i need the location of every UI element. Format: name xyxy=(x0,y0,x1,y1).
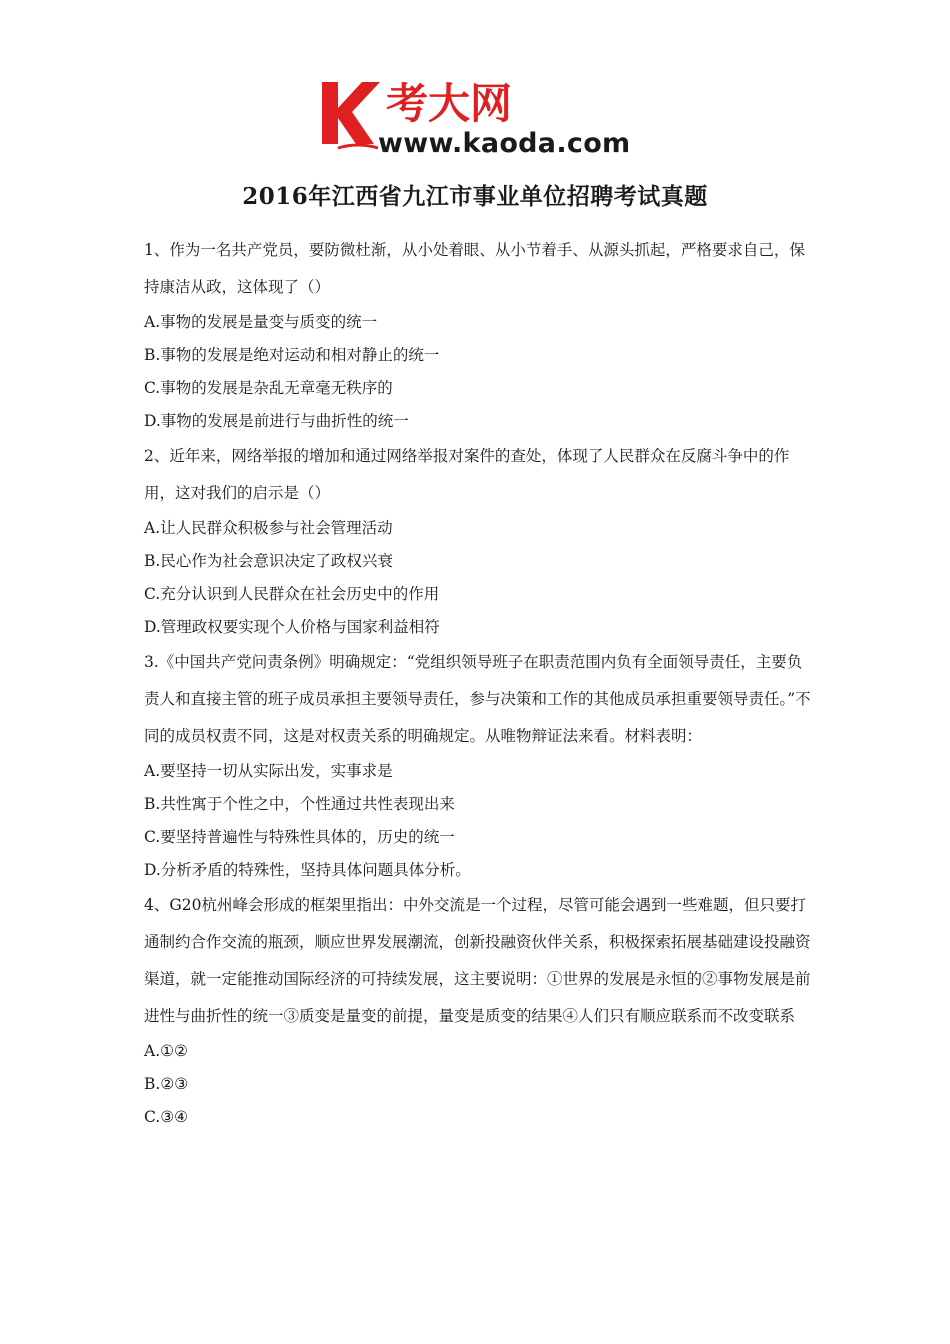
option-b: B.事物的发展是绝对运动和相对静止的统一 xyxy=(144,346,440,364)
question-3 xyxy=(144,644,812,887)
option-b: B.②③ xyxy=(144,1075,189,1093)
question-1 xyxy=(144,232,812,438)
option-a: A.①② xyxy=(144,1042,188,1060)
option-a: A.要坚持一切从实际出发，实事求是 xyxy=(144,762,393,780)
option-a: A.事物的发展是量变与质变的统一 xyxy=(144,313,378,331)
option-c: C.要坚持普遍性与特殊性具体的，历史的统一 xyxy=(144,828,455,846)
option-c: C.事物的发展是杂乱无章毫无秩序的 xyxy=(144,379,393,397)
option-b: B.民心作为社会意识决定了政权兴衰 xyxy=(144,552,393,570)
option-b: B.共性寓于个性之中，个性通过共性表现出来 xyxy=(144,795,455,813)
question-stem: 4、G20杭州峰会形成的框架里指出：中外交流是一个过程，尽管可能会遇到一些难题，但只要打通制约合作交流的瓶颈，顺应世界发展潮流，创新投融资伙伴关系，积极探索拓展基础建设投融资渠道，就一定能推动国际经济的可持续发展，这主要说明：①世界的发展是永恒的②事物发展是前进性与曲折性的统一③质变是量变的前提，量变是质变的结果④人们只有顺应联系而不改变联系 xyxy=(144,896,811,1025)
question-list xyxy=(144,232,812,1134)
question-2 xyxy=(144,438,812,644)
option-d: D.管理政权要实现个人价格与国家利益相符 xyxy=(144,618,440,636)
option-a: A.让人民群众积极参与社会管理活动 xyxy=(144,519,393,537)
kaoda-logo-mark xyxy=(318,78,648,158)
option-c: C.③④ xyxy=(144,1108,189,1126)
logo-brand-cn: 考大网 xyxy=(386,79,513,128)
question-4 xyxy=(144,887,812,1134)
option-c: C.充分认识到人民群众在社会历史中的作用 xyxy=(144,585,440,603)
kaoda-logo xyxy=(318,78,648,158)
question-stem: 2、近年来，网络举报的增加和通过网络举报对案件的查处，体现了人民群众在反腐斗争中的作用，这对我们的启示是（） xyxy=(144,447,790,502)
page-title: 2016年江西省九江市事业单位招聘考试真题 xyxy=(242,183,708,210)
option-d: D.分析矛盾的特殊性，坚持具体问题具体分析。 xyxy=(144,861,471,879)
question-stem: 1、作为一名共产党员，要防微杜渐，从小处着眼、从小节着手、从源头抓起，严格要求自己，保持康洁从政，这体现了（） xyxy=(144,241,805,296)
option-d: D.事物的发展是前进行与曲折性的统一 xyxy=(144,412,409,430)
logo-url: www.kaoda.com xyxy=(378,128,631,158)
question-stem: 3.《中国共产党问责条例》明确规定：“党组织领导班子在职责范围内负有全面领导责任，主要负责人和直接主管的班子成员承担主要领导责任，参与决策和工作的其他成员承担重要领导责任。”不同的成员权责不同，这是对权责关系的明确规定。从唯物辩证法来看。材料表明： xyxy=(144,653,811,745)
